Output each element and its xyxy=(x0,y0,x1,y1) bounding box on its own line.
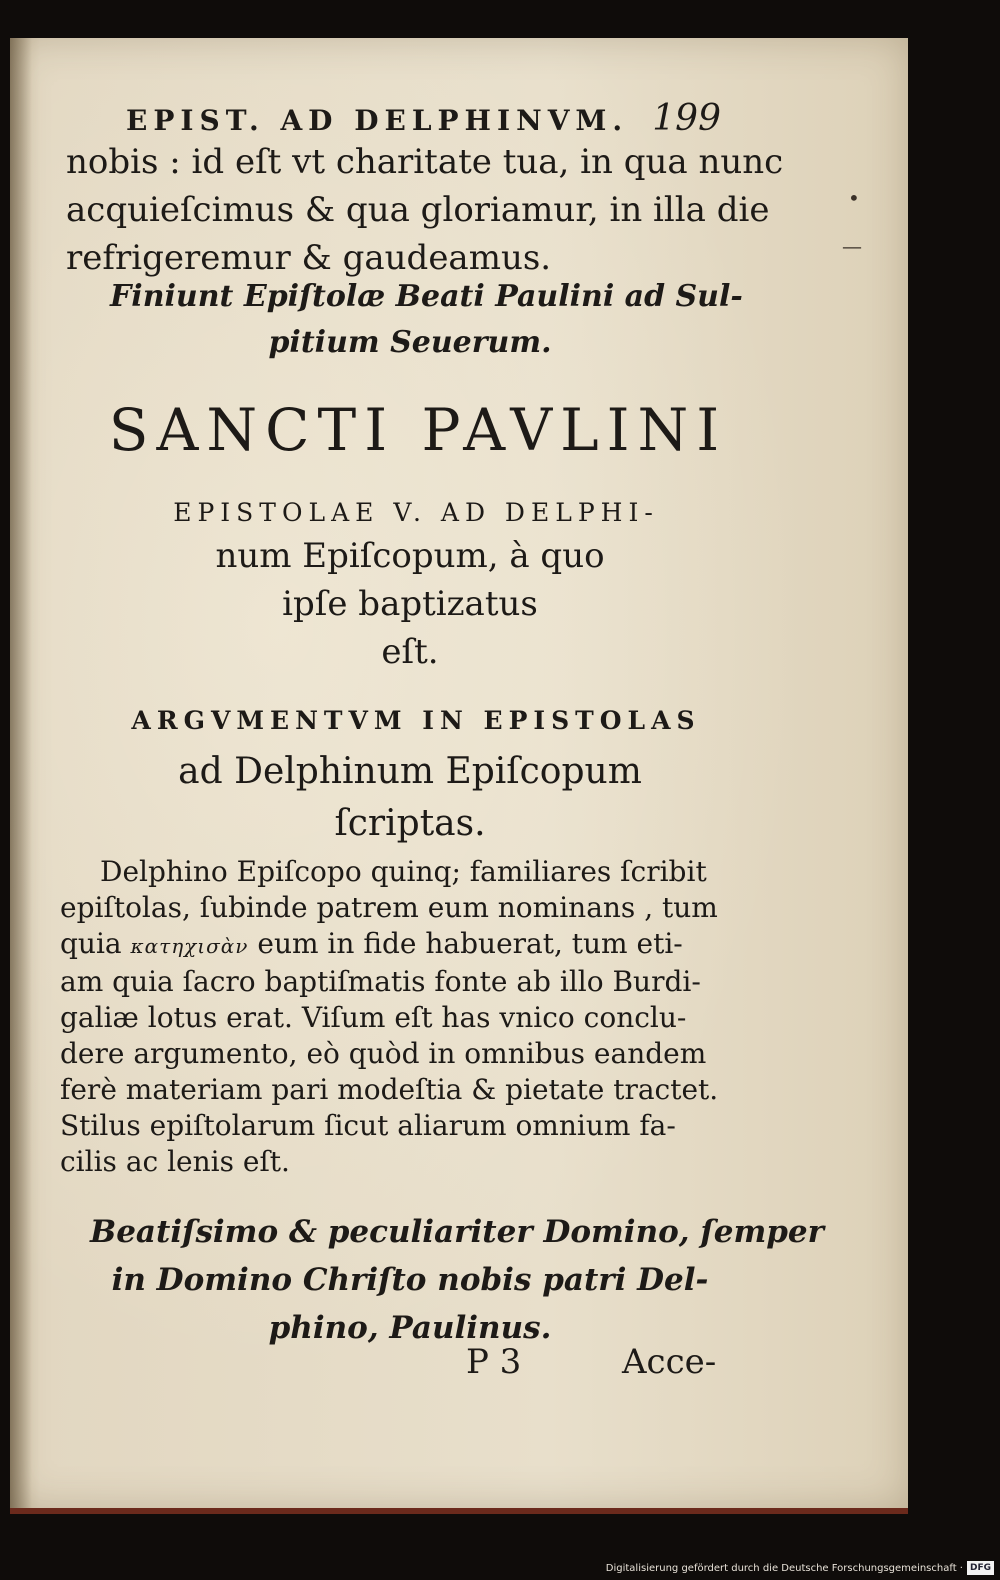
text-line: acquieſcimus & qua gloriamur, in illa die xyxy=(66,190,770,230)
text-line: phino, Paulinus. xyxy=(268,1310,552,1346)
text-line: galiæ lotus erat. Viſum eſt has vnico conclu- xyxy=(60,1001,687,1034)
closing-paragraph xyxy=(66,138,784,282)
salutation xyxy=(90,1208,824,1352)
text-line: eſt. xyxy=(381,632,439,672)
text-fragment: quia xyxy=(60,927,122,960)
text-line: Delphino Epiſcopo quinq; familiares ſcribit xyxy=(100,855,707,888)
spine-shadow xyxy=(10,38,32,1508)
text-line: nobis : id eſt vt charitate tua, in qua nunc xyxy=(66,142,784,182)
text-line: Stilus epiſtolarum ſicut aliarum omnium fa- xyxy=(60,1109,676,1142)
text-line: Finiunt Epiſtolæ Beati Paulini ad Sul- xyxy=(110,279,743,314)
greek-word: κατηχισὰν xyxy=(130,934,249,958)
text-line: ad Delphinum Epiſcopum xyxy=(178,751,642,792)
argument-heading xyxy=(110,746,710,850)
margin-dash-icon: — xyxy=(842,234,862,258)
text-line: pitium Seuerum. xyxy=(268,325,552,360)
book-page xyxy=(10,38,908,1514)
subtitle xyxy=(110,532,710,676)
text-line: num Epiſcopum, à quo xyxy=(215,536,605,576)
text-line: in Domino Chriſto nobis patri Del- xyxy=(111,1262,709,1298)
section-title: SANCTI PAVLINI xyxy=(108,396,728,464)
text-line: am quia ſacro baptiſmatis fonte ab illo Burdi- xyxy=(60,965,701,998)
argument-body xyxy=(60,854,770,1180)
text-line xyxy=(60,926,770,964)
text-line: refrigeremur & gaudeamus. xyxy=(66,238,552,278)
text-line: ferè materiam pari modeſtia & pietate tractet. xyxy=(60,1073,719,1106)
page-header xyxy=(126,98,721,139)
credit-bar xyxy=(606,1560,994,1576)
text-line: epiſtolas, ſubinde patrem eum nominans , tum xyxy=(60,891,718,924)
text-fragment: eum in fide habuerat, tum eti- xyxy=(257,927,683,960)
subtitle-caps: EPISTOLAE V. AD DELPHI- xyxy=(173,498,659,527)
page-footer xyxy=(10,1342,908,1386)
explicit-note xyxy=(110,274,743,366)
page-number: 199 xyxy=(652,98,721,139)
running-head: EPIST. AD DELPHINVM. xyxy=(126,104,629,137)
argument-heading-caps: ARGVMENTVM IN EPISTOLAS xyxy=(131,706,701,735)
text-line: Beatiſsimo & peculiariter Domino, ſemper xyxy=(90,1214,824,1250)
text-line: ipſe baptizatus xyxy=(282,584,538,624)
text-line: cilis ac lenis eſt. xyxy=(60,1145,290,1178)
text-line: ſcriptas. xyxy=(334,803,486,844)
margin-dot-icon: • xyxy=(848,186,860,210)
catchword: Acce- xyxy=(622,1342,717,1382)
credit-text: Digitalisierung gefördert durch die Deutsche Forschungsgemeinschaft · xyxy=(605,1562,963,1574)
dfg-logo: DFG xyxy=(967,1561,994,1575)
text-line: dere argumento, eò quòd in omnibus eandem xyxy=(60,1037,707,1070)
signature-mark: P 3 xyxy=(466,1342,522,1382)
